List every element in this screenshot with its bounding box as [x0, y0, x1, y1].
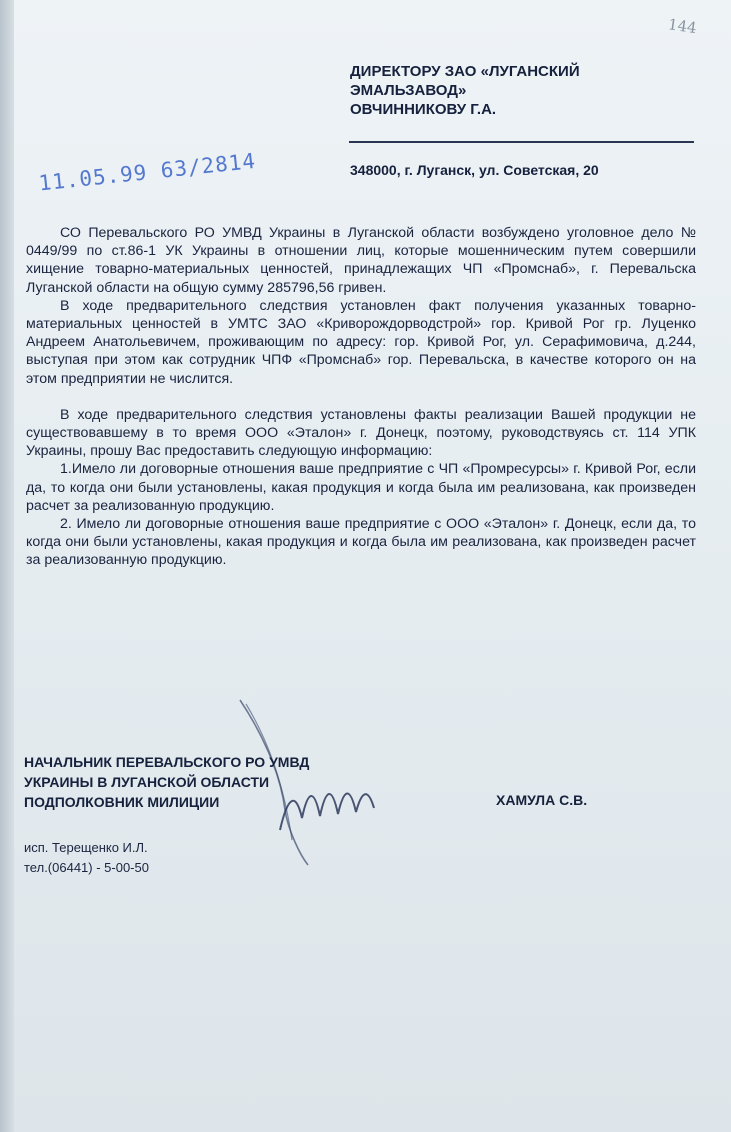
- letter-body: [26, 224, 696, 570]
- addressee-line: ОВЧИННИКОВУ Г.А.: [350, 101, 497, 118]
- signer-line: ПОДПОЛКОВНИК МИЛИЦИИ: [24, 794, 220, 810]
- signer-block: [24, 752, 354, 812]
- page-edge-shadow: [0, 0, 14, 1132]
- executor-block: [24, 838, 254, 878]
- executor-phone: тел.(06441) - 5-00-50: [24, 860, 149, 875]
- signer-line: УКРАИНЫ В ЛУГАНСКОЙ ОБЛАСТИ: [24, 774, 270, 790]
- body-paragraph: В ходе предварительного следствия установлен факт получения указанных товарно-материальных ценностей в УМТС ЗАО «Криворождорводстрой» гор. Кривой Рог гр. Луценко Андреем Анатольевичем, проживающим по адресу: гор. Кривой Рог, ул. Серафимовича, д.244, выступая при этом как сотрудник ЧПФ «Промснаб» гор. Перевальска, в качестве которого он на этом предприятии не числится.: [26, 297, 696, 387]
- body-paragraph: СО Перевальского РО УМВД Украины в Луганской области возбуждено уголовное дело № 0449/99 по ст.86-1 УК Украины в отношении лиц, которые мошенническим путем совершили хищение товарно-материальных ценностей, принадлежащих ЧП «Промснаб», г. Перевальска Луганской области на общую сумму 285796,56 гривен.: [26, 225, 696, 296]
- request-item: 2. Имело ли договорные отношения ваше предприятие с ООО «Эталон» г. Донецк, если да, то когда они были установлены, какая продукция и когда была им реализована, как произведен расчет за реализованную продукцию.: [26, 516, 696, 569]
- registration-stamp: 11.05.99 63/2814: [37, 148, 258, 196]
- addressee-divider: [349, 141, 694, 143]
- addressee-line: ЭМАЛЬЗАВОД»: [350, 82, 467, 99]
- signer-line: НАЧАЛЬНИК ПЕРЕВАЛЬСКОГО РО УМВД: [24, 754, 310, 770]
- addressee-block: [350, 62, 695, 119]
- addressee-address: 348000, г. Луганск, ул. Советская, 20: [350, 162, 599, 178]
- body-paragraph: В ходе предварительного следствия установлены факты реализации Вашей продукции не существовавшему в то время ООО «Эталон» г. Донецк, поэтому, руководствуясь ст. 114 УПК Украины, прошу Вас предоставить следующую информацию:: [26, 406, 696, 460]
- request-list: [26, 460, 696, 569]
- addressee-line: ДИРЕКТОРУ ЗАО «ЛУГАНСКИЙ: [350, 63, 580, 80]
- executor-name: исп. Терещенко И.Л.: [24, 840, 148, 855]
- page-number: 144: [666, 15, 698, 38]
- signer-name: ХАМУЛА С.В.: [496, 792, 588, 808]
- request-item: 1.Имело ли договорные отношения ваше предприятие с ЧП «Промресурсы» г. Кривой Рог, если да, то когда они были установлены, какая продукция и когда была им реализована, как произведен расчет за реализованную продукцию.: [26, 461, 696, 514]
